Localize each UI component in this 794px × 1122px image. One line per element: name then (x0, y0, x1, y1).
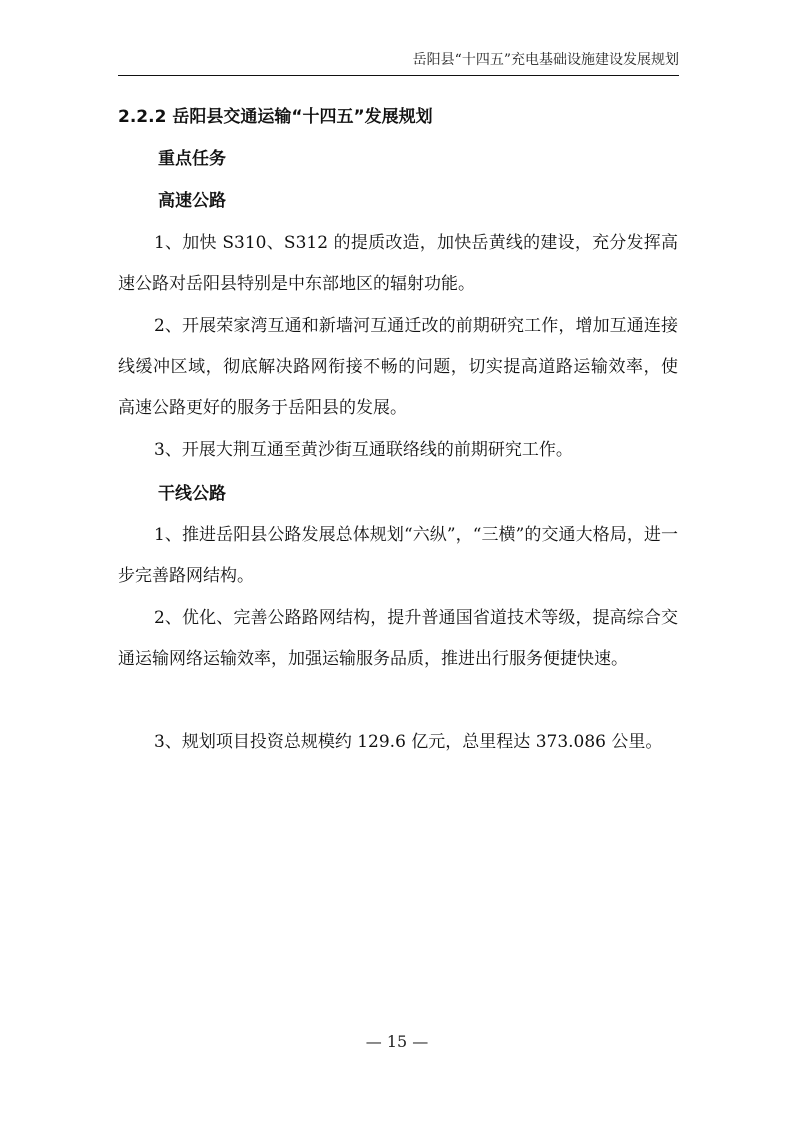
trunk-item-1: 1、推进岳阳县公路发展总体规划“六纵”，“三横”的交通大格局，进一步完善路网结构。 (118, 525, 678, 586)
page-number: — 15 — (365, 1032, 429, 1051)
highway-item-2: 2、开展荣家湾互通和新墙河互通迁改的前期研究工作，增加互通连接线缓冲区域，彻底解决路网衔接不畅的问题，切实提高道路运输效率，使高速公路更好的服务于岳阳县的发展。 (118, 316, 678, 418)
section-heading: 2.2.2 岳阳县交通运输“十四五”发展规划 (118, 107, 433, 127)
key-tasks-heading: 重点任务 (158, 149, 226, 169)
running-header: 岳阳县“十四五”充电基础设施建设发展规划 (412, 52, 679, 68)
trunk-item-2: 2、优化、完善公路路网结构，提升普通国省道技术等级，提高综合交通运输网络运输效率，加强运输服务品质，推进出行服务便捷快速。 (118, 608, 678, 669)
trunk-item-3: 3、规划项目投资总规模约 129.6 亿元，总里程达 373.086 公里。 (154, 732, 663, 752)
trunk-road-heading: 干线公路 (158, 484, 226, 504)
header-rule (118, 75, 679, 76)
highway-item-3: 3、开展大荆互通至黄沙街互通联络线的前期研究工作。 (154, 440, 573, 460)
highway-heading: 高速公路 (158, 191, 226, 211)
highway-item-1: 1、加快 S310、S312 的提质改造，加快岳黄线的建设，充分发挥高速公路对岳阳县特别是中东部地区的辐射功能。 (118, 233, 678, 294)
